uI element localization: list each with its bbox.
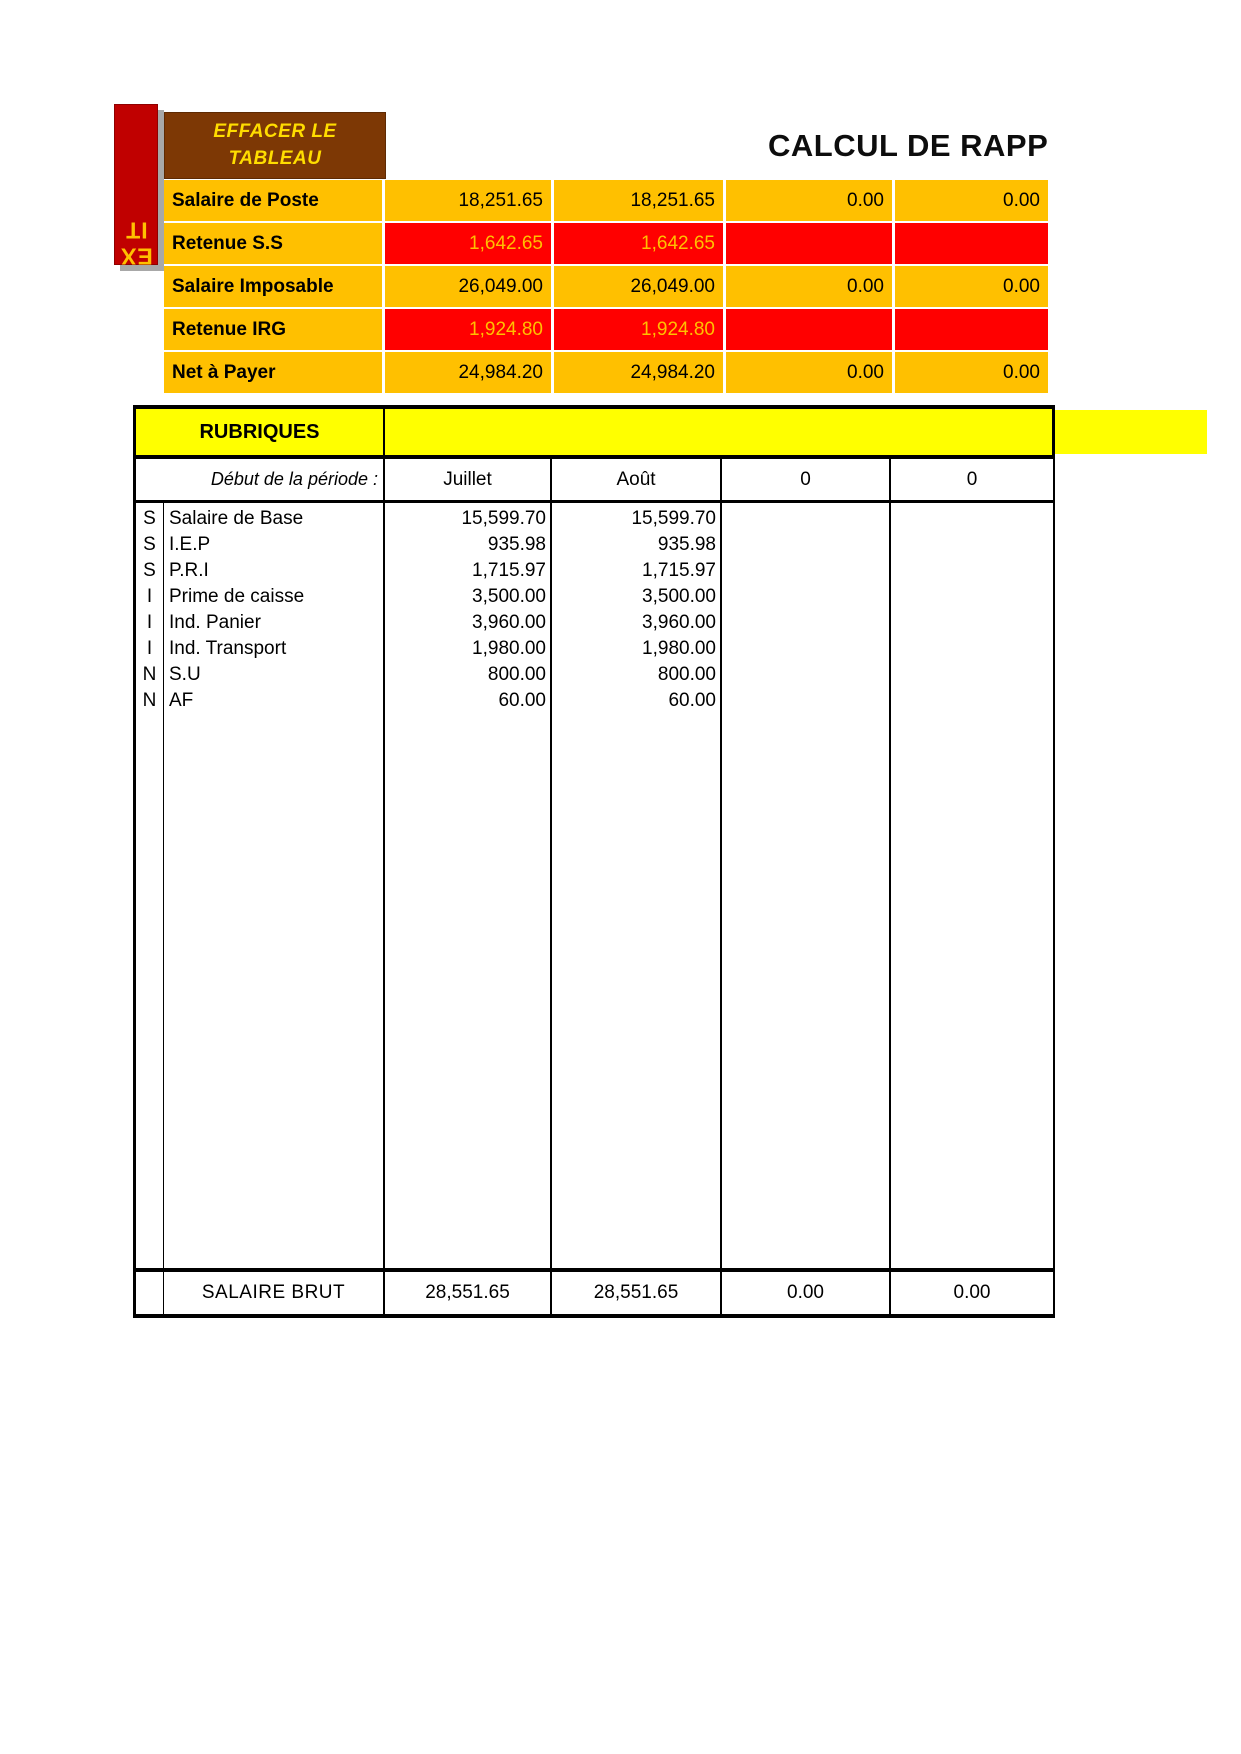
- total-value[interactable]: 0.00: [722, 1272, 891, 1314]
- cell-aout[interactable]: 60.00: [668, 690, 716, 711]
- period-label: Début de la période :: [136, 459, 385, 500]
- column-header-aout: Août: [552, 459, 722, 500]
- column-header-juillet: Juillet: [385, 459, 552, 500]
- summary-cell[interactable]: 1,924.80: [385, 309, 551, 350]
- row-label: P.R.I: [169, 560, 209, 581]
- rubriques-band-extension: [1055, 410, 1207, 454]
- detail-table-body: [136, 503, 1053, 1268]
- summary-row-label: Salaire de Poste: [164, 180, 382, 221]
- summary-row-label: Salaire Imposable: [164, 266, 382, 307]
- summary-cell[interactable]: 0.00: [895, 180, 1048, 221]
- summary-cell[interactable]: 18,251.65: [554, 180, 723, 221]
- summary-cell[interactable]: 26,049.00: [385, 266, 551, 307]
- summary-cell[interactable]: 1,924.80: [554, 309, 723, 350]
- cell-juillet[interactable]: 935.98: [487, 534, 546, 555]
- column-zero-2-values: [891, 503, 1053, 1268]
- rubriques-band: [133, 405, 1055, 459]
- exit-button[interactable]: [114, 104, 158, 270]
- column-aout-values: [552, 503, 722, 1268]
- summary-cell[interactable]: [895, 309, 1048, 350]
- total-row: [136, 1268, 1053, 1318]
- page-title: CALCUL DE RAPP: [768, 128, 1049, 163]
- cell-aout[interactable]: 3,500.00: [642, 586, 716, 607]
- summary-cell[interactable]: 1,642.65: [554, 223, 723, 264]
- exit-button-label: EX IT: [119, 217, 153, 270]
- clear-table-button-line1: EFFACER LE: [213, 120, 337, 142]
- column-header-zero-2: 0: [966, 468, 978, 490]
- row-code: I: [146, 586, 153, 607]
- detail-table-header: [136, 459, 1053, 503]
- row-label: Ind. Transport: [169, 638, 287, 659]
- total-code-cell: [136, 1272, 164, 1314]
- detail-table: [133, 459, 1055, 1318]
- total-value[interactable]: 28,551.65: [552, 1272, 722, 1314]
- summary-cell[interactable]: [895, 223, 1048, 264]
- summary-cell[interactable]: 0.00: [895, 266, 1048, 307]
- row-code: S: [143, 560, 156, 581]
- total-label: SALAIRE BRUT: [164, 1272, 385, 1314]
- cell-juillet[interactable]: 800.00: [487, 664, 546, 685]
- cell-juillet[interactable]: 3,960.00: [472, 612, 546, 633]
- row-code: I: [146, 612, 153, 633]
- summary-cell[interactable]: 1,642.65: [385, 223, 551, 264]
- total-value[interactable]: 28,551.65: [385, 1272, 552, 1314]
- row-label: AF: [169, 690, 194, 711]
- cell-aout[interactable]: 1,715.97: [642, 560, 716, 581]
- cell-juillet[interactable]: 15,599.70: [461, 508, 546, 529]
- row-label: Prime de caisse: [169, 586, 305, 607]
- summary-cell[interactable]: 0.00: [895, 352, 1048, 393]
- row-label: S.U: [169, 664, 201, 685]
- rubriques-label: RUBRIQUES: [136, 409, 385, 455]
- cell-aout[interactable]: 15,599.70: [631, 508, 716, 529]
- row-code: I: [146, 638, 153, 659]
- row-code: S: [143, 508, 156, 529]
- summary-cell[interactable]: [726, 309, 892, 350]
- summary-cell[interactable]: 24,984.20: [385, 352, 551, 393]
- summary-cell[interactable]: 26,049.00: [554, 266, 723, 307]
- clear-table-button[interactable]: [164, 112, 386, 179]
- column-rubrique-labels: [164, 503, 385, 1268]
- summary-row-label: Retenue S.S: [164, 223, 382, 264]
- column-header-zero-1: 0: [722, 459, 891, 500]
- cell-aout[interactable]: 935.98: [657, 534, 716, 555]
- row-label: Salaire de Base: [169, 508, 304, 529]
- cell-juillet[interactable]: 3,500.00: [472, 586, 546, 607]
- cell-aout[interactable]: 3,960.00: [642, 612, 716, 633]
- cell-juillet[interactable]: 60.00: [498, 690, 546, 711]
- summary-row-label: Retenue IRG: [164, 309, 382, 350]
- summary-cell[interactable]: 18,251.65: [385, 180, 551, 221]
- summary-cell[interactable]: 0.00: [726, 266, 892, 307]
- summary-cell[interactable]: 0.00: [726, 180, 892, 221]
- cell-aout[interactable]: 800.00: [657, 664, 716, 685]
- column-juillet-values: [385, 503, 552, 1268]
- cell-juillet[interactable]: 1,980.00: [472, 638, 546, 659]
- row-label: I.E.P: [169, 534, 211, 555]
- row-label: Ind. Panier: [169, 612, 261, 633]
- cell-juillet[interactable]: 1,715.97: [472, 560, 546, 581]
- row-code: N: [142, 664, 157, 685]
- summary-cell[interactable]: 24,984.20: [554, 352, 723, 393]
- clear-table-button-line2: TABLEAU: [228, 147, 322, 169]
- row-code: S: [143, 534, 156, 555]
- summary-table: [164, 180, 1048, 393]
- total-value[interactable]: 0.00: [953, 1282, 991, 1303]
- row-code: N: [142, 690, 157, 711]
- summary-cell[interactable]: 0.00: [726, 352, 892, 393]
- column-codes: [136, 503, 164, 1268]
- summary-row-label: Net à Payer: [164, 352, 382, 393]
- column-zero-1-values: [722, 503, 891, 1268]
- summary-cell[interactable]: [726, 223, 892, 264]
- cell-aout[interactable]: 1,980.00: [642, 638, 716, 659]
